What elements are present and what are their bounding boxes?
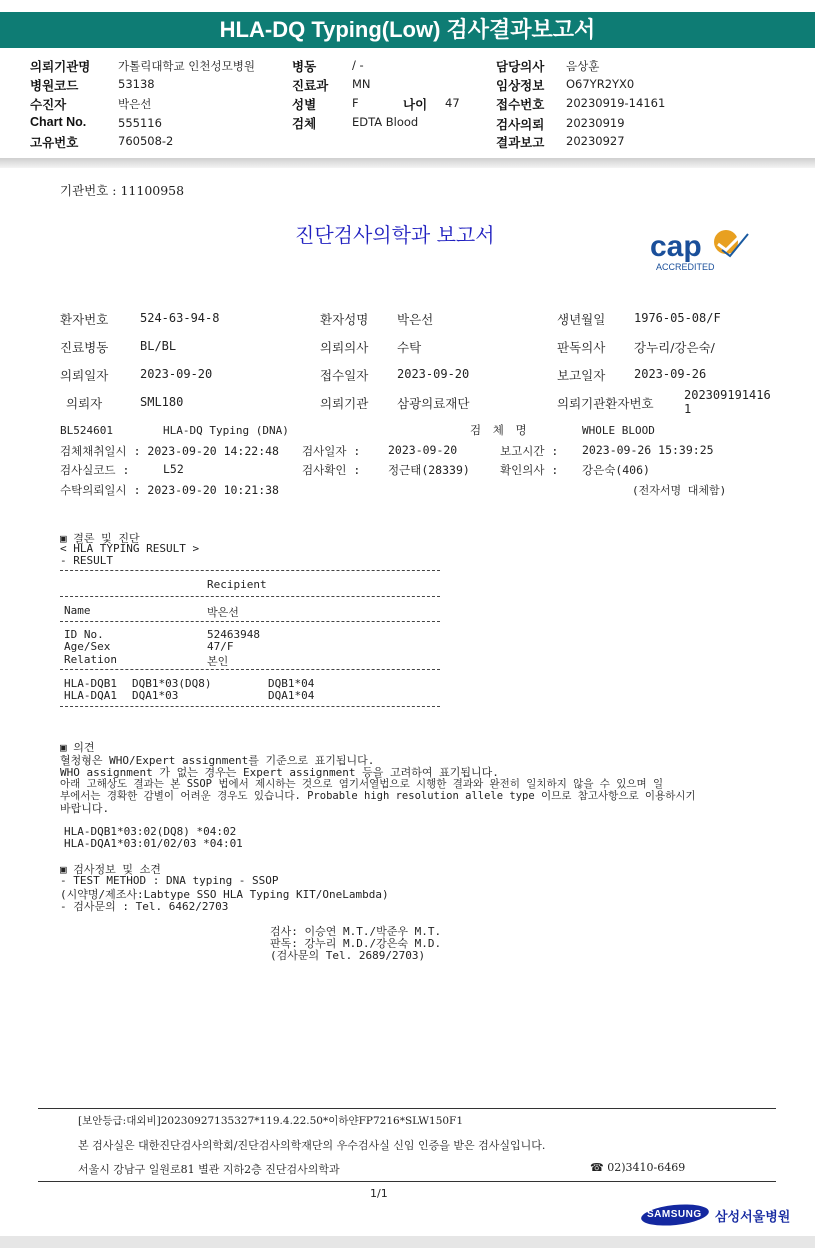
field-label: 보고일자 xyxy=(557,368,606,383)
meta-value: L52 xyxy=(163,462,184,476)
field-value: 1976-05-08/F xyxy=(634,311,721,325)
cert-line: 본 검사실은 대한진단검사의학회/진단검사의학재단의 우수검사실 신임 인증을 받은 검사실입니다. xyxy=(78,1139,546,1152)
hdr-value: 760508-2 xyxy=(118,134,174,148)
hdr-label: 고유번호 xyxy=(30,136,79,150)
relation-label: Relation xyxy=(64,653,117,666)
hdr-value: 가톨릭대학교 인천성모병원 xyxy=(118,59,255,73)
report-title-bar: HLA-DQ Typing(Low) 검사결과보고서 xyxy=(0,12,815,48)
relation-value: 본인 xyxy=(207,655,229,668)
age-label: 나이 xyxy=(403,98,428,112)
meta-label: 검사확인 : xyxy=(302,463,361,477)
footer-divider xyxy=(38,1108,776,1109)
hdr-label: 병원코드 xyxy=(30,79,79,93)
hdr-label: Chart No. xyxy=(30,115,87,129)
opinion-line: WHO assignment 가 없는 경우는 Expert assignment 등을 고려하여 표기됩니다. xyxy=(60,766,499,779)
name-value: 박은선 xyxy=(207,606,239,619)
hdr-value: 20230927 xyxy=(566,134,625,148)
dqa1-label: HLA-DQA1 xyxy=(64,689,117,702)
esign-note: (전자서명 대체함) xyxy=(632,484,727,497)
sign-line: 검사: 이승연 M.T./박준우 M.T. xyxy=(270,925,442,938)
meta-label: 검사일자 : xyxy=(302,444,361,458)
field-value-tail: 1 xyxy=(684,402,692,416)
hdr-value: 박은선 xyxy=(118,97,152,111)
field-value: 수탁 xyxy=(397,340,422,355)
samsung-logo xyxy=(640,1203,710,1227)
allele-line: HLA-DQB1*03:02(DQ8) *04:02 xyxy=(64,825,237,838)
cap-accredited: ACCREDITED xyxy=(656,262,715,272)
dqb1-allele-2: DQB1*04 xyxy=(268,677,315,690)
field-value: 박은선 xyxy=(397,312,434,327)
meta-label: 보고시간 : xyxy=(500,444,559,458)
institution-number: 기관번호 : 11100958 xyxy=(60,183,185,198)
hdr-value: 555116 xyxy=(118,116,162,130)
field-label: 의뢰기관환자번호 xyxy=(557,396,654,411)
samsung-text: SAMSUNG xyxy=(647,1209,702,1220)
hdr-label: 접수번호 xyxy=(496,98,545,112)
opinion-line: 바랍니다. xyxy=(60,802,110,815)
field-label: 진료병동 xyxy=(60,340,109,355)
field-label: 판독의사 xyxy=(557,340,606,355)
field-label: 의뢰일자 xyxy=(60,368,109,383)
divider xyxy=(60,621,440,622)
hdr-label: 결과보고 xyxy=(496,136,545,150)
id-value: 52463948 xyxy=(207,628,260,641)
meta-label: 검사실코드 : xyxy=(60,463,130,477)
field-value: 강누리/강은숙/ xyxy=(634,340,715,355)
field-value: 2023-09-20 xyxy=(397,367,470,381)
specimen-value: WHOLE BLOOD xyxy=(582,424,655,437)
hdr-label: 의뢰기관명 xyxy=(30,60,91,74)
recipient-header: Recipient xyxy=(207,578,267,591)
hdr-value: 음상훈 xyxy=(566,59,600,73)
dqa1-allele-2: DQA1*04 xyxy=(268,689,315,702)
hdr-label: 성별 xyxy=(292,98,317,112)
field-value: 2023-09-20 xyxy=(140,367,213,381)
id-label: ID No. xyxy=(64,628,104,641)
opinion-line: 혈청형은 WHO/Expert assignment를 기준으로 표기됩니다. xyxy=(60,754,375,767)
field-label: 환자번호 xyxy=(60,312,109,327)
field-value: BL/BL xyxy=(140,339,177,353)
hdr-value: / - xyxy=(352,58,364,72)
sign-line: 판독: 강누리 M.D./강은숙 M.D. xyxy=(270,937,442,950)
header-separator xyxy=(0,158,815,168)
divider xyxy=(60,596,440,597)
hdr-label: 검사의뢰 xyxy=(496,118,545,132)
field-value: SML180 xyxy=(140,395,184,409)
dqb1-allele-1: DQB1*03(DQ8) xyxy=(132,677,212,690)
info-line: (시약명/제조사:Labtype SSO HLA Typing KIT/OneLambda) xyxy=(60,888,389,901)
meta-value: 정근태(28339) xyxy=(388,463,470,477)
info-line: - 검사문의 : Tel. 6462/2703 xyxy=(60,900,229,913)
hdr-value: 53138 xyxy=(118,77,155,91)
field-value: 202309191416 xyxy=(684,388,771,402)
bottom-strip xyxy=(0,1236,815,1248)
info-line: - TEST METHOD : DNA typing - SSOP xyxy=(60,874,279,887)
divider xyxy=(60,706,440,707)
field-label: 접수일자 xyxy=(320,368,369,383)
cap-logo-text: cap xyxy=(650,230,702,263)
field-label: 의뢰자 xyxy=(66,396,103,411)
age-value: 47 xyxy=(445,96,460,110)
field-value: 삼광의료재단 xyxy=(397,396,470,411)
dqb1-label: HLA-DQB1 xyxy=(64,677,117,690)
allele-line: HLA-DQA1*03:01/02/03 *04:01 xyxy=(64,837,243,850)
report-title: 진단검사의학과 보고서 xyxy=(295,223,495,247)
hdr-label: 검체 xyxy=(292,117,317,131)
meta-collected: 검체채취일시 : 2023-09-20 14:22:48 xyxy=(60,444,279,458)
section-conclusion-title: ▣ 결론 및 진단 xyxy=(60,532,140,545)
hdr-value: O67YR2YX0 xyxy=(566,77,635,91)
divider xyxy=(60,669,440,670)
sign-line: (검사문의 Tel. 2689/2703) xyxy=(270,949,426,962)
result-label: - RESULT xyxy=(60,554,113,567)
hdr-label: 담당의사 xyxy=(496,60,545,74)
field-value: 524-63-94-8 xyxy=(140,311,220,325)
meta-value: 강은숙(406) xyxy=(582,463,650,477)
hdr-value: MN xyxy=(352,77,371,91)
name-label: Name xyxy=(64,604,91,617)
field-label: 의뢰기관 xyxy=(320,396,369,411)
address-line: 서울시 강남구 일원로81 별관 지하2층 진단검사의학과 xyxy=(78,1163,340,1176)
meta-contract: 수탁의뢰일시 : 2023-09-20 10:21:38 xyxy=(60,483,279,497)
hdr-label: 병동 xyxy=(292,60,317,74)
page-number: 1/1 xyxy=(370,1187,388,1200)
section-opinion-title: ▣ 의견 xyxy=(60,741,95,754)
footer-divider xyxy=(38,1181,776,1182)
security-line: [보안등급:대외비]20230927135327*119.4.22.50*이하얀FP7216*SLW150F1 xyxy=(78,1115,464,1127)
hdr-value: 20230919-14161 xyxy=(566,96,666,110)
hdr-value: 20230919 xyxy=(566,116,625,130)
agesex-label: Age/Sex xyxy=(64,640,111,653)
dqa1-allele-1: DQA1*03 xyxy=(132,689,179,702)
typing-result-heading: < HLA TYPING RESULT > xyxy=(60,542,200,555)
hdr-label: 수진자 xyxy=(30,98,67,112)
opinion-line: 아래 고해상도 결과는 본 SSOP 법에서 제시하는 것으로 염기서열법으로 시행한 결과와 완전히 일치하지 않을 수 있으며 일 xyxy=(60,778,664,790)
cap-logo xyxy=(648,228,758,276)
field-label: 환자성명 xyxy=(320,312,369,327)
agesex-value: 47/F xyxy=(207,640,234,653)
meta-label: 확인의사 : xyxy=(500,463,559,477)
opinion-line: 부에서는 경확한 감별이 어려운 경우도 있습니다. Probable high resolution allele type 이므로 참고사항으로 이용하시기 xyxy=(60,790,696,802)
field-label: 의뢰의사 xyxy=(320,340,369,355)
specimen-label: 검 체 명 xyxy=(470,423,531,437)
hdr-value: F xyxy=(352,96,359,110)
section-info-title: ▣ 검사정보 및 소견 xyxy=(60,863,161,876)
phone-line: ☎ 02)3410-6469 xyxy=(590,1161,686,1174)
hdr-label: 임상정보 xyxy=(496,79,545,93)
field-value: 2023-09-26 xyxy=(634,367,707,381)
hdr-value: EDTA Blood xyxy=(352,115,419,129)
divider xyxy=(60,570,440,571)
field-label: 생년월일 xyxy=(557,312,606,327)
meta-value: 2023-09-26 15:39:25 xyxy=(582,443,714,457)
test-name: HLA-DQ Typing (DNA) xyxy=(163,424,289,437)
meta-value: 2023-09-20 xyxy=(388,443,458,457)
hdr-label: 진료과 xyxy=(292,79,329,93)
test-code: BL524601 xyxy=(60,424,113,437)
hospital-name: 삼성서울병원 xyxy=(715,1210,791,1225)
